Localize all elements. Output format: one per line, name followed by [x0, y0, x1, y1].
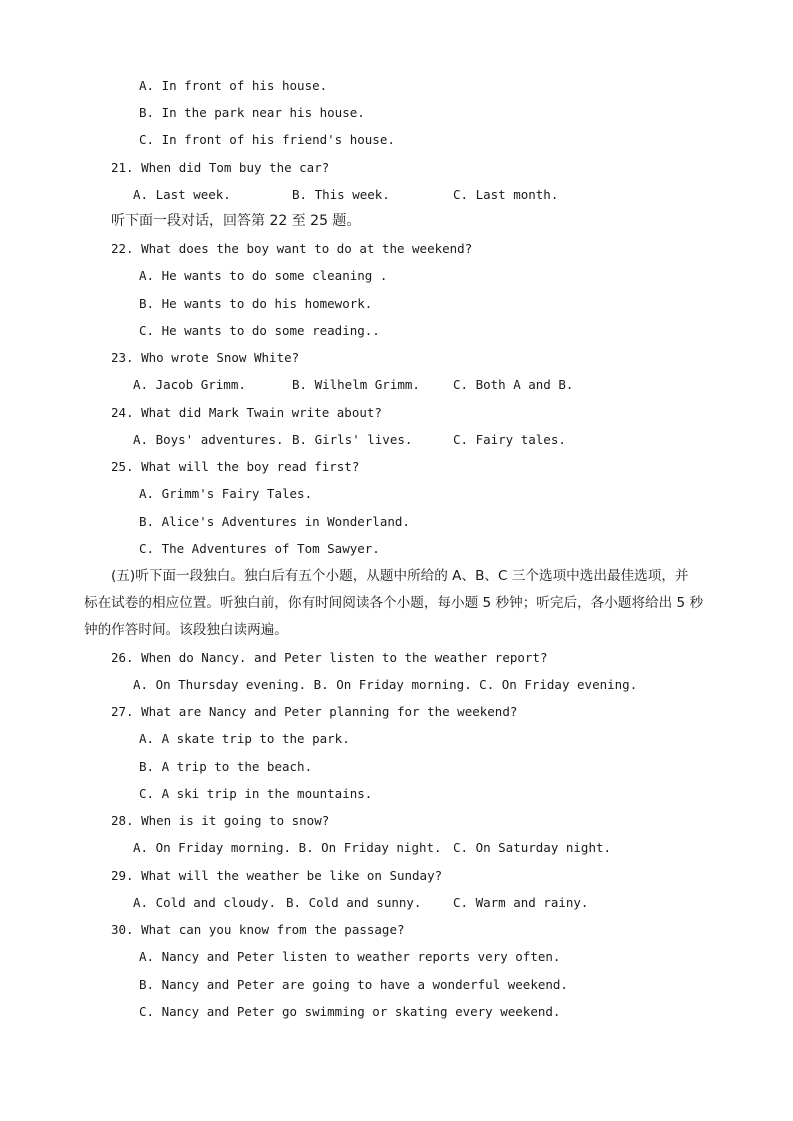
- q28-option-c: C. On Saturday night.: [453, 840, 612, 855]
- q23-option-a: A. Jacob Grimm.: [133, 377, 246, 392]
- q27-question: 27. What are Nancy and Peter planning for the weekend?: [111, 704, 518, 719]
- q25-option-a: A. Grimm's Fairy Tales.: [139, 486, 313, 501]
- q22-option-b: B. He wants to do his homework.: [139, 296, 373, 311]
- q22-option-a: A. He wants to do some cleaning .: [139, 268, 388, 283]
- q20-option-a: A. In front of his house.: [139, 78, 328, 93]
- q29-option-b: B. Cold and sunny.: [286, 895, 422, 910]
- q30-option-c: C. Nancy and Peter go swimming or skating every weekend.: [139, 1004, 561, 1019]
- q26-options: A. On Thursday evening. B. On Friday morning. C. On Friday evening.: [133, 677, 638, 692]
- q30-option-b: B. Nancy and Peter are going to have a wonderful weekend.: [139, 977, 568, 992]
- q21-option-c: C. Last month.: [453, 187, 559, 202]
- q23-question: 23. Who wrote Snow White?: [111, 350, 300, 365]
- q25-question: 25. What will the boy read first?: [111, 459, 360, 474]
- q27-option-a: A. A skate trip to the park.: [139, 731, 350, 746]
- q21-options: [0, 187, 793, 203]
- section5-instruction-line2: 标在试卷的相应位置。听独白前，你有时间阅读各个小题，每小题 5 秒钟；听完后，各小题将给出 5 秒: [84, 595, 704, 611]
- q29-question: 29. What will the weather be like on Sunday?: [111, 868, 443, 883]
- q30-option-a: A. Nancy and Peter listen to weather reports very often.: [139, 949, 561, 964]
- q21-question: 21. When did Tom buy the car?: [111, 160, 330, 175]
- q25-option-c: C. The Adventures of Tom Sawyer.: [139, 541, 380, 556]
- section-instruction-22-25: 听下面一段对话，回答第 22 至 25 题。: [111, 213, 361, 229]
- q24-options: [0, 432, 793, 448]
- q24-option-a: A. Boys' adventures.: [133, 432, 284, 447]
- q29-option-c: C. Warm and rainy.: [453, 895, 589, 910]
- q26-question: 26. When do Nancy. and Peter listen to the weather report?: [111, 650, 548, 665]
- q27-option-c: C. A ski trip in the mountains.: [139, 786, 373, 801]
- q27-option-b: B. A trip to the beach.: [139, 759, 313, 774]
- q20-option-c: C. In front of his friend's house.: [139, 132, 395, 147]
- q24-question: 24. What did Mark Twain write about?: [111, 405, 382, 420]
- q25-option-b: B. Alice's Adventures in Wonderland.: [139, 514, 410, 529]
- q28-options: [0, 840, 793, 856]
- q28-question: 28. When is it going to snow?: [111, 813, 330, 828]
- q28-option-ab: A. On Friday morning. B. On Friday night.: [133, 840, 442, 855]
- q29-options: [0, 895, 793, 911]
- section5-instruction-line3: 钟的作答时间。该段独白读两遍。: [84, 622, 288, 638]
- q23-option-c: C. Both A and B.: [453, 377, 574, 392]
- q24-option-c: C. Fairy tales.: [453, 432, 566, 447]
- q29-option-a: A. Cold and cloudy.: [133, 895, 276, 910]
- q22-question: 22. What does the boy want to do at the weekend?: [111, 241, 473, 256]
- q20-option-b: B. In the park near his house.: [139, 105, 365, 120]
- q23-option-b: B. Wilhelm Grimm.: [292, 377, 420, 392]
- q22-option-c: C. He wants to do some reading..: [139, 323, 380, 338]
- q21-option-b: B. This week.: [292, 187, 390, 202]
- q30-question: 30. What can you know from the passage?: [111, 922, 405, 937]
- q23-options: [0, 377, 793, 393]
- q24-option-b: B. Girls' lives.: [292, 432, 413, 447]
- section5-instruction-line1: (五)听下面一段独白。独白后有五个小题，从题中所给的 A、B、C 三个选项中选出最佳选项，并: [111, 568, 689, 584]
- q21-option-a: A. Last week.: [133, 187, 231, 202]
